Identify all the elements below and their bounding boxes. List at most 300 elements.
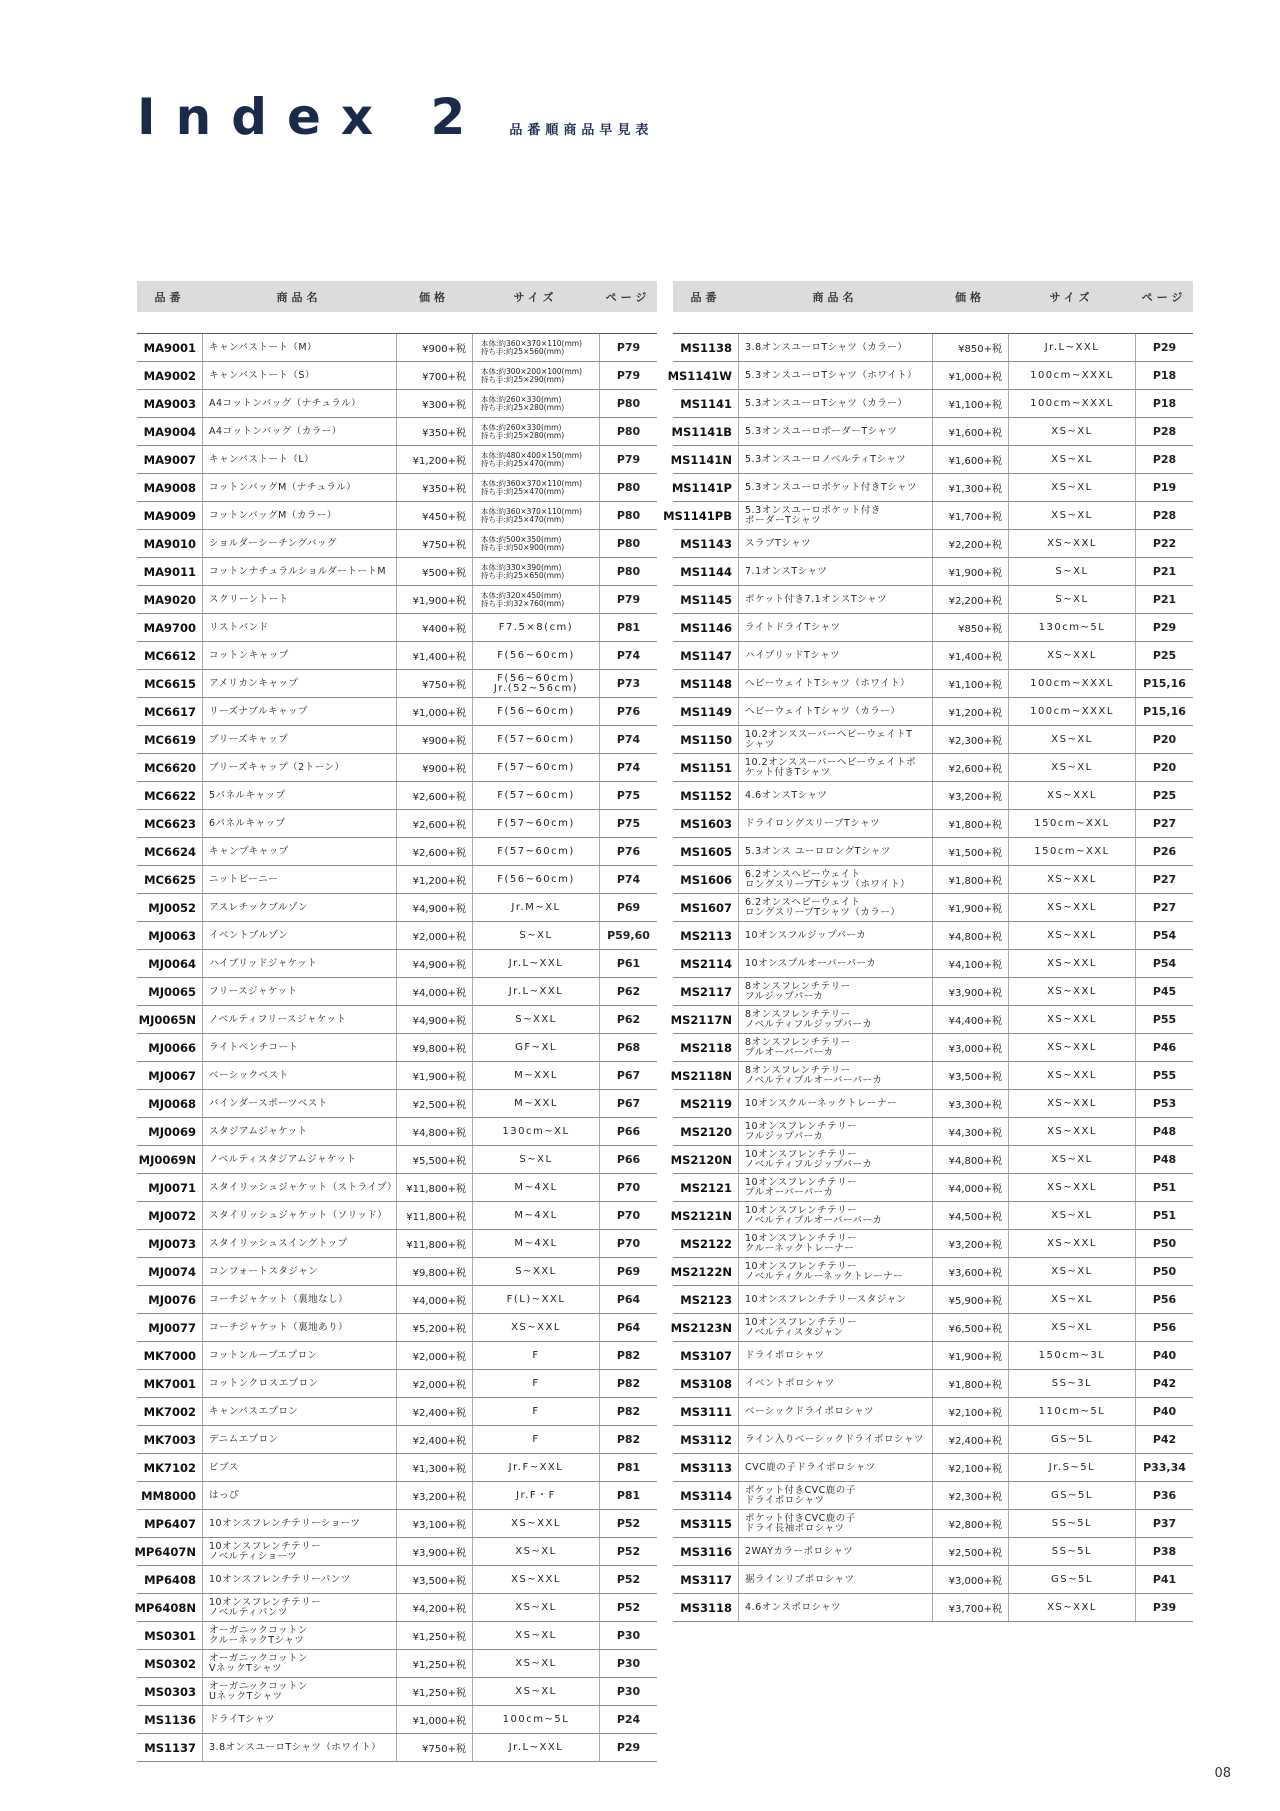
cell-price: ¥3,700+税 xyxy=(932,1594,1008,1621)
cell-name: コットンキャップ xyxy=(202,642,396,669)
cell-size: XS~XL xyxy=(1008,1202,1135,1229)
table-row xyxy=(137,726,657,754)
cell-size: Jr.M~XL xyxy=(472,894,599,921)
cell-name: 5.3オンスユーロTシャツ（カラー） xyxy=(738,390,932,417)
cell-code: MS2118N xyxy=(670,1068,732,1083)
cell-name: 6.2オンスヘビーウェイト ロングスリーブTシャツ（カラー） xyxy=(738,894,932,921)
table-row xyxy=(673,1594,1193,1622)
cell-code: MS1603 xyxy=(680,816,732,831)
cell-name: 4.6オンスポロシャツ xyxy=(738,1594,932,1621)
cell-page: P30 xyxy=(599,1650,657,1677)
table-row xyxy=(673,922,1193,950)
cell-name: スクリーントート xyxy=(202,586,396,613)
header-price: 価格 xyxy=(955,290,985,304)
table-row xyxy=(673,1538,1193,1566)
cell-page: P50 xyxy=(1135,1258,1193,1285)
cell-page: P64 xyxy=(599,1286,657,1313)
cell-code: MS1607 xyxy=(680,900,732,915)
cell-name: A4コットンバッグ（ナチュラル） xyxy=(202,390,396,417)
cell-code: MC6622 xyxy=(144,788,196,803)
cell-price: ¥2,600+税 xyxy=(396,838,472,865)
cell-price: ¥6,500+税 xyxy=(932,1314,1008,1341)
cell-name: 10オンスフレンチテリー ノベルティフルジップパーカ xyxy=(738,1146,932,1173)
cell-name: 5.3オンスユーロボーダーTシャツ xyxy=(738,418,932,445)
cell-code: MA9001 xyxy=(143,340,196,355)
cell-page: P50 xyxy=(1135,1230,1193,1257)
cell-name: 5.3オンスユーロノベルティTシャツ xyxy=(738,446,932,473)
cell-code: MA9011 xyxy=(143,564,196,579)
cell-price: ¥1,000+税 xyxy=(932,362,1008,389)
cell-name: イベントポロシャツ xyxy=(738,1370,932,1397)
cell-page: P74 xyxy=(599,754,657,781)
cell-name: リストバンド xyxy=(202,614,396,641)
table-row xyxy=(137,950,657,978)
cell-page: P40 xyxy=(1135,1342,1193,1369)
cell-code: MS1141PB xyxy=(663,508,732,523)
cell-page: P64 xyxy=(599,1314,657,1341)
cell-code: MS1141B xyxy=(671,424,732,439)
cell-name: ビブス xyxy=(202,1454,396,1481)
table-row xyxy=(673,698,1193,726)
table-row xyxy=(673,754,1193,782)
cell-name: ヘビーウェイトTシャツ（カラー） xyxy=(738,698,932,725)
cell-size: XS~XXL xyxy=(1008,1174,1135,1201)
cell-page: P29 xyxy=(1135,334,1193,361)
cell-page: P33,34 xyxy=(1135,1454,1193,1481)
cell-code: MS1141W xyxy=(667,368,732,383)
cell-size: XS~XL xyxy=(1008,754,1135,781)
table-row xyxy=(673,726,1193,754)
cell-name: ポケット付きCVC鹿の子 ドライ長袖ポロシャツ xyxy=(738,1510,932,1537)
cell-price: ¥1,900+税 xyxy=(396,586,472,613)
cell-size: XS~XXL xyxy=(1008,950,1135,977)
cell-page: P62 xyxy=(599,1006,657,1033)
cell-code: MS3115 xyxy=(680,1516,732,1531)
cell-name: 10オンスフレンチテリー プルオーバーパーカ xyxy=(738,1174,932,1201)
table-row xyxy=(137,838,657,866)
cell-price: ¥2,300+税 xyxy=(932,1482,1008,1509)
cell-name: オーガニックコットン UネックTシャツ xyxy=(202,1678,396,1705)
table-body xyxy=(134,334,657,1762)
cell-price: ¥700+税 xyxy=(396,362,472,389)
cell-price: ¥1,900+税 xyxy=(932,558,1008,585)
cell-code: MS1136 xyxy=(144,1712,196,1727)
cell-size: XS~XXL xyxy=(1008,642,1135,669)
cell-page: P80 xyxy=(599,558,657,585)
cell-name: ノベルティスタジアムジャケット xyxy=(202,1146,396,1173)
cell-price: ¥1,200+税 xyxy=(932,698,1008,725)
cell-price: ¥2,000+税 xyxy=(396,1370,472,1397)
table-row xyxy=(673,1510,1193,1538)
cell-price: ¥1,200+税 xyxy=(396,866,472,893)
cell-price: ¥4,900+税 xyxy=(396,950,472,977)
cell-code: MS0301 xyxy=(144,1628,196,1643)
cell-code: MS2120 xyxy=(680,1124,732,1139)
cell-name: 5.3オンスユーロポケット付きTシャツ xyxy=(738,474,932,501)
table-row xyxy=(137,1678,657,1706)
table-row xyxy=(137,1146,657,1174)
cell-price: ¥3,500+税 xyxy=(396,1566,472,1593)
index-table-right xyxy=(663,281,1193,1622)
table-row xyxy=(673,1398,1193,1426)
cell-price: ¥4,300+税 xyxy=(932,1118,1008,1145)
cell-page: P70 xyxy=(599,1202,657,1229)
cell-size: 100cm~XXXL xyxy=(1008,670,1135,697)
cell-size: 本体:約260×330(mm) 持ち手:約25×280(mm) xyxy=(472,418,599,445)
cell-name: ハイブリッドジャケット xyxy=(202,950,396,977)
table-row xyxy=(673,1426,1193,1454)
cell-size: 100cm~XXXL xyxy=(1008,390,1135,417)
cell-name: 5.3オンスユーロTシャツ（ホワイト） xyxy=(738,362,932,389)
cell-price: ¥900+税 xyxy=(396,726,472,753)
table-row xyxy=(673,390,1193,418)
cell-name: 6パネルキャップ xyxy=(202,810,396,837)
cell-page: P24 xyxy=(599,1706,657,1733)
cell-page: P40 xyxy=(1135,1398,1193,1425)
cell-name: 10オンスフルジップパーカ xyxy=(738,922,932,949)
cell-code: MC6617 xyxy=(144,704,196,719)
cell-price: ¥750+税 xyxy=(396,1734,472,1761)
cell-name: コットンバッグM（カラー） xyxy=(202,502,396,529)
cell-name: コットンバッグM（ナチュラル） xyxy=(202,474,396,501)
table-row xyxy=(673,1342,1193,1370)
cell-size: F(57~60cm) xyxy=(472,810,599,837)
cell-size: M~4XL xyxy=(472,1202,599,1229)
cell-name: ドライロングスリーブTシャツ xyxy=(738,810,932,837)
cell-name: キャンバストート（S） xyxy=(202,362,396,389)
cell-name: 10オンスフレンチテリーパンツ xyxy=(202,1566,396,1593)
cell-page: P68 xyxy=(599,1034,657,1061)
cell-size: 150cm~3L xyxy=(1008,1342,1135,1369)
header-gap xyxy=(137,312,657,334)
cell-size: SS~3L xyxy=(1008,1370,1135,1397)
cell-code: MK7102 xyxy=(143,1460,196,1475)
cell-price: ¥1,800+税 xyxy=(932,810,1008,837)
cell-price: ¥2,200+税 xyxy=(932,530,1008,557)
cell-price: ¥2,600+税 xyxy=(932,754,1008,781)
cell-code: MJ0065 xyxy=(148,984,196,999)
cell-price: ¥1,000+税 xyxy=(396,698,472,725)
cell-size: XS~XXL xyxy=(1008,1006,1135,1033)
cell-name: 10オンスフレンチテリー ノベルティパンツ xyxy=(202,1594,396,1621)
table-header xyxy=(673,281,1193,312)
table-row xyxy=(673,1454,1193,1482)
cell-price: ¥1,700+税 xyxy=(932,502,1008,529)
table-row xyxy=(137,1398,657,1426)
cell-page: P27 xyxy=(1135,810,1193,837)
table-row xyxy=(137,334,657,362)
header-name: 商品名 xyxy=(276,290,322,304)
table-row xyxy=(137,1174,657,1202)
cell-size: F(56~60cm) xyxy=(472,866,599,893)
cell-size: 100cm~XXXL xyxy=(1008,698,1135,725)
table-row xyxy=(673,334,1193,362)
cell-code: MC6625 xyxy=(144,872,196,887)
table-row xyxy=(673,1230,1193,1258)
table-row xyxy=(137,502,657,530)
cell-size: Jr.F~XXL xyxy=(472,1454,599,1481)
cell-page: P21 xyxy=(1135,558,1193,585)
table-row xyxy=(134,1538,657,1566)
table-row xyxy=(137,922,657,950)
cell-size: M~XXL xyxy=(472,1062,599,1089)
cell-size: F(56~60cm) xyxy=(472,642,599,669)
cell-size: 130cm~5L xyxy=(1008,614,1135,641)
table-row xyxy=(137,1566,657,1594)
cell-size: XS~XXL xyxy=(1008,978,1135,1005)
cell-name: バインダースポーツベスト xyxy=(202,1090,396,1117)
table-row xyxy=(673,978,1193,1006)
cell-page: P42 xyxy=(1135,1370,1193,1397)
table-row xyxy=(137,1062,657,1090)
cell-code: MP6407 xyxy=(144,1516,196,1531)
table-header xyxy=(137,281,657,312)
table-row xyxy=(673,1482,1193,1510)
cell-page: P75 xyxy=(599,810,657,837)
table-row xyxy=(673,1034,1193,1062)
table-row xyxy=(663,502,1193,530)
cell-name: スタイリッシュジャケット（ソリッド） xyxy=(202,1202,396,1229)
cell-size: XS~XL xyxy=(1008,502,1135,529)
cell-name: コットンクロスエプロン xyxy=(202,1370,396,1397)
cell-code: MS3117 xyxy=(680,1572,732,1587)
cell-size: F(57~60cm) xyxy=(472,782,599,809)
cell-size: 本体:約360×370×110(mm) 持ち手:約25×470(mm) xyxy=(472,502,599,529)
cell-price: ¥5,500+税 xyxy=(396,1146,472,1173)
table-row xyxy=(673,558,1193,586)
cell-code: MP6408 xyxy=(144,1572,196,1587)
cell-size: Jr.L~XXL xyxy=(472,1734,599,1761)
cell-size: 100cm~5L xyxy=(472,1706,599,1733)
cell-price: ¥3,900+税 xyxy=(396,1538,472,1565)
cell-size: M~4XL xyxy=(472,1230,599,1257)
cell-size: GS~5L xyxy=(1008,1566,1135,1593)
cell-name: 10オンスプルオーバーパーカ xyxy=(738,950,932,977)
cell-page: P29 xyxy=(1135,614,1193,641)
cell-page: P76 xyxy=(599,838,657,865)
table-row xyxy=(137,614,657,642)
cell-page: P69 xyxy=(599,894,657,921)
cell-size: XS~XXL xyxy=(1008,530,1135,557)
header-name: 商品名 xyxy=(812,290,858,304)
cell-code: MS2123 xyxy=(680,1292,732,1307)
cell-size: 本体:約320×450(mm) 持ち手:約32×760(mm) xyxy=(472,586,599,613)
cell-size: XS~XXL xyxy=(1008,922,1135,949)
cell-size: XS~XXL xyxy=(1008,1594,1135,1621)
cell-code: MJ0052 xyxy=(148,900,196,915)
cell-code: MC6623 xyxy=(144,816,196,831)
cell-page: P52 xyxy=(599,1510,657,1537)
cell-price: ¥1,900+税 xyxy=(932,894,1008,921)
cell-page: P39 xyxy=(1135,1594,1193,1621)
cell-name: コーチジャケット（裏地なし） xyxy=(202,1286,396,1313)
table-row xyxy=(137,1482,657,1510)
cell-page: P45 xyxy=(1135,978,1193,1005)
cell-code: MS1148 xyxy=(680,676,732,691)
page-title: Index 2 xyxy=(137,88,486,146)
cell-size: F(56~60cm) xyxy=(472,698,599,725)
cell-code: MK7003 xyxy=(143,1432,196,1447)
cell-code: MS1141 xyxy=(680,396,732,411)
cell-price: ¥1,250+税 xyxy=(396,1622,472,1649)
cell-size: M~XXL xyxy=(472,1090,599,1117)
cell-size: SS~5L xyxy=(1008,1538,1135,1565)
cell-name: 10オンスフレンチテリースタジャン xyxy=(738,1286,932,1313)
cell-size: 本体:約500×350(mm) 持ち手:約50×900(mm) xyxy=(472,530,599,557)
table-row xyxy=(137,1118,657,1146)
cell-page: P52 xyxy=(599,1594,657,1621)
table-row xyxy=(137,642,657,670)
cell-page: P29 xyxy=(599,1734,657,1761)
cell-size: 110cm~5L xyxy=(1008,1398,1135,1425)
cell-name: 裾ラインリブポロシャツ xyxy=(738,1566,932,1593)
table-row xyxy=(673,670,1193,698)
cell-page: P62 xyxy=(599,978,657,1005)
cell-code: MS1152 xyxy=(680,788,732,803)
cell-code: MS1145 xyxy=(680,592,732,607)
table-row xyxy=(673,894,1193,922)
cell-price: ¥5,200+税 xyxy=(396,1314,472,1341)
cell-price: ¥2,500+税 xyxy=(932,1538,1008,1565)
table-row xyxy=(670,1202,1193,1230)
cell-name: 5パネルキャップ xyxy=(202,782,396,809)
cell-name: ベーシックドライポロシャツ xyxy=(738,1398,932,1425)
cell-code: MS3108 xyxy=(680,1376,732,1391)
cell-code: MA9007 xyxy=(143,452,196,467)
cell-code: MA9003 xyxy=(143,396,196,411)
cell-price: ¥11,800+税 xyxy=(396,1230,472,1257)
cell-size: XS~XL xyxy=(1008,418,1135,445)
cell-price: ¥1,250+税 xyxy=(396,1678,472,1705)
cell-price: ¥4,100+税 xyxy=(932,950,1008,977)
cell-name: 2WAYカラーポロシャツ xyxy=(738,1538,932,1565)
cell-name: 10オンスフレンチテリー フルジップパーカ xyxy=(738,1118,932,1145)
cell-code: MC6620 xyxy=(144,760,196,775)
cell-price: ¥1,100+税 xyxy=(932,670,1008,697)
table-row xyxy=(673,810,1193,838)
table-row xyxy=(673,1286,1193,1314)
cell-page: P70 xyxy=(599,1230,657,1257)
cell-price: ¥500+税 xyxy=(396,558,472,585)
cell-size: XS~XXL xyxy=(472,1566,599,1593)
cell-name: スタイリッシュジャケット（ストライプ） xyxy=(202,1174,396,1201)
cell-code: MS2117 xyxy=(680,984,732,999)
cell-name: スタイリッシュスイングトップ xyxy=(202,1230,396,1257)
cell-name: 10オンスフレンチテリー ノベルティショーツ xyxy=(202,1538,396,1565)
cell-price: ¥450+税 xyxy=(396,502,472,529)
cell-price: ¥1,600+税 xyxy=(932,446,1008,473)
cell-price: ¥2,000+税 xyxy=(396,1342,472,1369)
cell-page: P59,60 xyxy=(599,922,657,949)
cell-page: P82 xyxy=(599,1426,657,1453)
cell-page: P61 xyxy=(599,950,657,977)
header-gap xyxy=(673,312,1193,334)
cell-name: ノベルティフリースジャケット xyxy=(202,1006,396,1033)
cell-page: P28 xyxy=(1135,502,1193,529)
cell-price: ¥3,200+税 xyxy=(396,1482,472,1509)
cell-size: S~XL xyxy=(1008,558,1135,585)
table-row xyxy=(137,586,657,614)
cell-name: キャンプキャップ xyxy=(202,838,396,865)
cell-size: XS~XL xyxy=(1008,726,1135,753)
header-size: サイズ xyxy=(1049,290,1094,304)
cell-name: オーガニックコットン VネックTシャツ xyxy=(202,1650,396,1677)
cell-code: MS3116 xyxy=(680,1544,732,1559)
cell-page: P42 xyxy=(1135,1426,1193,1453)
cell-price: ¥300+税 xyxy=(396,390,472,417)
cell-size: 本体:約330×390(mm) 持ち手:約25×650(mm) xyxy=(472,558,599,585)
cell-price: ¥3,100+税 xyxy=(396,1510,472,1537)
cell-code: MS3114 xyxy=(680,1488,732,1503)
cell-name: ブリーズキャップ（2トーン） xyxy=(202,754,396,781)
cell-code: MS1150 xyxy=(680,732,732,747)
cell-name: 10オンスフレンチテリーショーツ xyxy=(202,1510,396,1537)
cell-page: P69 xyxy=(599,1258,657,1285)
table-row xyxy=(137,1034,657,1062)
header-page: ページ xyxy=(605,290,651,304)
cell-size: GS~5L xyxy=(1008,1426,1135,1453)
cell-name: 8オンスフレンチテリー ノベルティフルジップパーカ xyxy=(738,1006,932,1033)
cell-page: P15,16 xyxy=(1135,698,1193,725)
cell-size: XS~XXL xyxy=(1008,782,1135,809)
cell-page: P28 xyxy=(1135,446,1193,473)
cell-size: 本体:約480×400×150(mm) 持ち手:約25×470(mm) xyxy=(472,446,599,473)
cell-name: ライトベンチコート xyxy=(202,1034,396,1061)
cell-code: MA9002 xyxy=(143,368,196,383)
cell-page: P80 xyxy=(599,474,657,501)
cell-size: F(L)~XXL xyxy=(472,1286,599,1313)
cell-code: MJ0065N xyxy=(138,1012,196,1027)
cell-size: S~XXL xyxy=(472,1258,599,1285)
cell-name: 5.3オンスユーロポケット付き ボーダーTシャツ xyxy=(738,502,932,529)
cell-price: ¥2,100+税 xyxy=(932,1398,1008,1425)
cell-code: MK7000 xyxy=(143,1348,196,1363)
cell-code: MC6619 xyxy=(144,732,196,747)
cell-price: ¥1,400+税 xyxy=(932,642,1008,669)
cell-page: P18 xyxy=(1135,390,1193,417)
cell-size: XS~XL xyxy=(1008,474,1135,501)
cell-price: ¥2,300+税 xyxy=(932,726,1008,753)
table-row xyxy=(670,1006,1193,1034)
cell-page: P20 xyxy=(1135,726,1193,753)
cell-size: 本体:約360×370×110(mm) 持ち手:約25×560(mm) xyxy=(472,334,599,361)
cell-page: P46 xyxy=(1135,1034,1193,1061)
cell-size: 150cm~XXL xyxy=(1008,838,1135,865)
cell-page: P67 xyxy=(599,1090,657,1117)
cell-price: ¥850+税 xyxy=(932,334,1008,361)
cell-page: P79 xyxy=(599,334,657,361)
cell-page: P26 xyxy=(1135,838,1193,865)
cell-code: MP6407N xyxy=(134,1544,196,1559)
cell-code: MS1143 xyxy=(680,536,732,551)
table-row xyxy=(137,1370,657,1398)
cell-page: P48 xyxy=(1135,1118,1193,1145)
cell-code: MJ0068 xyxy=(148,1096,196,1111)
cell-size: XS~XL xyxy=(472,1622,599,1649)
cell-size: XS~XL xyxy=(472,1538,599,1565)
page-number: 08 xyxy=(1214,1766,1231,1781)
cell-price: ¥750+税 xyxy=(396,670,472,697)
cell-name: 10オンスフレンチテリー ノベルティプルオーバーパーカ xyxy=(738,1202,932,1229)
table-row xyxy=(137,670,657,698)
cell-page: P79 xyxy=(599,586,657,613)
cell-price: ¥5,900+税 xyxy=(932,1286,1008,1313)
cell-size: XS~XL xyxy=(472,1678,599,1705)
cell-name: ショルダーシーチングバッグ xyxy=(202,530,396,557)
cell-page: P27 xyxy=(1135,894,1193,921)
cell-size: XS~XXL xyxy=(1008,1230,1135,1257)
cell-name: 8オンスフレンチテリー フルジップパーカ xyxy=(738,978,932,1005)
